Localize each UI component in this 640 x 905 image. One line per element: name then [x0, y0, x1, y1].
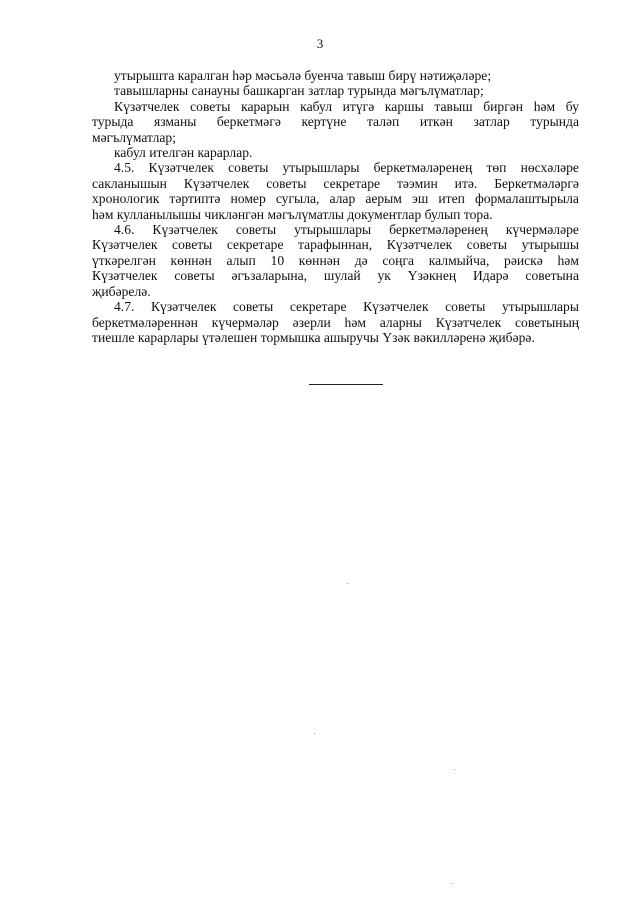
word: Күзәтчелек	[183, 175, 250, 191]
word: беркетмәгә	[216, 114, 281, 130]
word: алар	[329, 191, 356, 207]
word: Күзәтчелек	[386, 237, 453, 253]
text-line: һәм кулланылышы чикләнгән мәгълүматлы документлар булып тора.	[92, 206, 493, 222]
word: Күзәтчелек	[92, 237, 158, 253]
word: иткән	[419, 114, 453, 130]
body-text	[92, 68, 579, 345]
text-line: мәгълүматлар;	[92, 129, 177, 145]
text-line: тавышларны санауны башкарган затлар турында мәгълүматлар;	[114, 83, 484, 99]
scan-speck	[314, 733, 315, 734]
word: 4.5.	[114, 160, 135, 176]
word: күчермәләр	[211, 314, 279, 330]
text-line	[92, 253, 579, 268]
word: таләп	[366, 114, 400, 130]
word: Күзәтчелек	[92, 268, 158, 284]
text-line: җибәрелә.	[92, 283, 151, 299]
word: тәэмин	[396, 175, 438, 191]
word: итеп	[438, 191, 465, 207]
word: турыда	[92, 114, 134, 130]
word: күчермәләре	[505, 222, 579, 238]
word: Күзәтчелек	[148, 160, 214, 176]
word: язманы	[153, 114, 197, 130]
word: утырышлары	[282, 160, 360, 176]
word: сугыла,	[275, 191, 320, 207]
word: каршы	[384, 98, 424, 114]
word: секретаре	[323, 175, 381, 191]
word: соңга	[382, 252, 415, 268]
word: нөсхәләре	[520, 160, 579, 176]
word: утырышы	[521, 237, 579, 253]
text-line	[92, 299, 579, 314]
text-line	[92, 176, 579, 191]
word: номер	[230, 191, 266, 207]
word: Идарә	[472, 268, 509, 284]
word: тәртиптә	[169, 191, 221, 207]
text-line	[92, 99, 579, 114]
text-line: кабул ителгән карарлар.	[114, 145, 253, 161]
word: беркетмәләренең	[373, 160, 473, 176]
word: кабул	[300, 98, 332, 114]
word: итә.	[454, 175, 478, 191]
word: шулай	[323, 268, 361, 284]
word: хронологик	[92, 191, 160, 207]
word: секретаре	[289, 299, 347, 315]
word: советының	[515, 314, 579, 330]
word: Күзәтчелек	[152, 222, 218, 238]
word: эш	[411, 191, 429, 207]
text-line	[92, 114, 579, 129]
word: сакланышын	[92, 175, 167, 191]
word: үткәрелгән	[92, 252, 156, 268]
word: рәискә	[504, 252, 543, 268]
text-line	[92, 222, 579, 237]
word: советы	[466, 237, 508, 253]
word: беркетмәләреннән	[92, 314, 198, 330]
word: формалаштырыла	[474, 191, 579, 207]
word: аларны	[379, 314, 422, 330]
word: Күзәтчелек	[363, 299, 429, 315]
word: советы	[235, 222, 277, 238]
word: советы	[172, 237, 213, 253]
word: алып	[226, 252, 256, 268]
word: Күзәтчелек	[435, 314, 502, 330]
text-line	[92, 160, 579, 175]
page-number: 3	[316, 36, 324, 51]
word: секретаре	[226, 237, 284, 253]
word: Күзәтчелек	[150, 299, 217, 315]
word: Үзәкнең	[407, 268, 457, 284]
word: әгъзаларына,	[231, 268, 308, 284]
word: советы	[266, 175, 307, 191]
word: Күзәтчелек	[114, 98, 180, 114]
word: һәм	[344, 314, 366, 330]
word: итүгә	[342, 98, 375, 114]
word: беркетмәләренең	[389, 222, 488, 238]
word: Беркетмәләргә	[494, 175, 579, 191]
word: 4.7.	[114, 299, 135, 315]
word: советы	[233, 299, 274, 315]
word: бу	[565, 98, 579, 114]
word: советы	[228, 160, 269, 176]
word: утырышлары	[294, 222, 372, 238]
word: советы	[445, 299, 486, 315]
word: көннән	[170, 252, 212, 268]
word: көннән	[298, 252, 341, 268]
text-line	[92, 191, 579, 206]
text-line: тиешле карарлары үтәлешен тормышка ашыручы Үзәк вәкилләренә җибәрә.	[92, 329, 535, 345]
word: затлар	[473, 114, 510, 130]
word: советы	[190, 98, 231, 114]
scan-speck	[347, 583, 348, 584]
word: утырышлары	[501, 299, 579, 315]
text-line	[92, 268, 579, 283]
text-line	[92, 315, 579, 330]
word: һәм	[557, 252, 579, 268]
scan-speck	[452, 883, 453, 884]
word: турында	[530, 114, 579, 130]
word: советы	[174, 268, 215, 284]
word: биргән	[483, 98, 524, 114]
scan-speck	[454, 769, 455, 770]
text-line: утырышта каралган һәр мәсьәлә буенча тавыш бирү нәтиҗәләре;	[114, 68, 492, 83]
closing-rule	[309, 384, 383, 385]
word: кертүне	[301, 114, 347, 130]
word: 4.6.	[114, 222, 135, 238]
word: тарафыннан,	[298, 237, 373, 253]
word: карарын	[241, 98, 290, 114]
word: калмыйча,	[428, 252, 490, 268]
word: советына	[525, 268, 579, 284]
word: 10	[270, 252, 285, 268]
word: әзерли	[292, 314, 331, 330]
word: төп	[486, 160, 507, 176]
word: һәм	[533, 98, 556, 114]
word: аерым	[365, 191, 402, 207]
text-line	[92, 237, 579, 252]
word: дә	[354, 252, 368, 268]
word: ук	[377, 268, 391, 284]
word: тавыш	[434, 98, 473, 114]
